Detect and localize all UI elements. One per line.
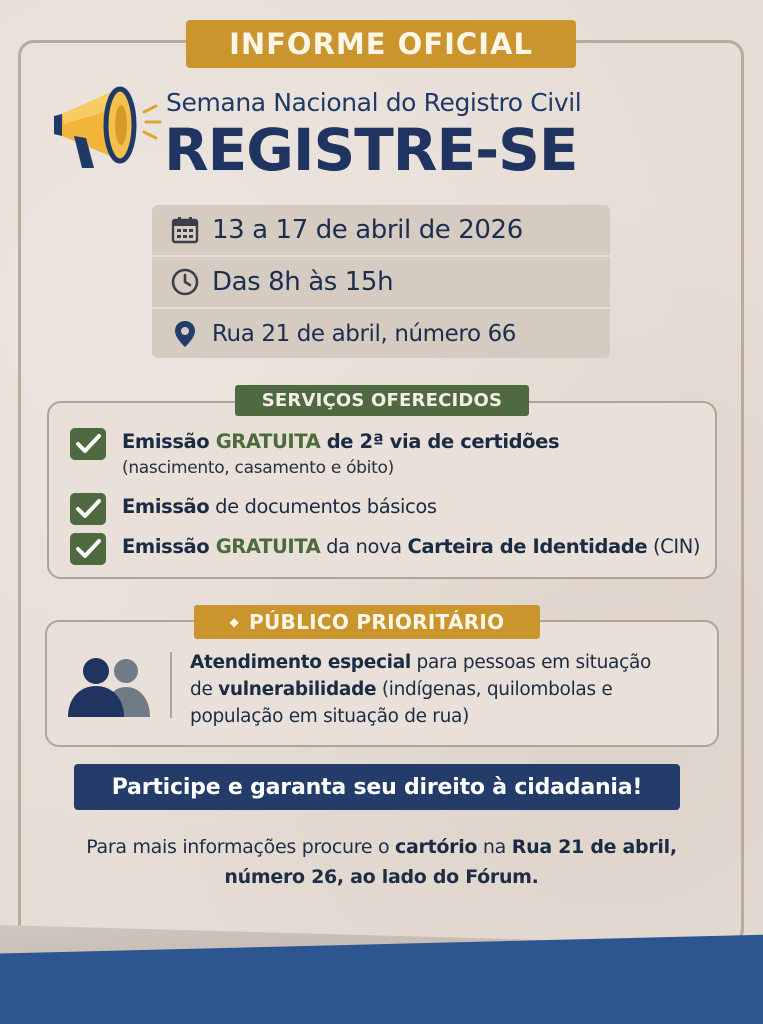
event-time: Das 8h às 15h: [212, 267, 394, 297]
priority-text-line-3: população em situação de rua): [190, 706, 469, 727]
service-id-card: Carteira de Identidade: [407, 535, 648, 558]
official-notice-label: INFORME OFICIAL: [229, 27, 533, 61]
service-text: [122, 535, 700, 558]
service-text: [122, 495, 437, 518]
service-emission: Emissão: [122, 535, 216, 558]
service-new: da nova: [320, 535, 408, 558]
call-to-action-banner: [74, 764, 680, 810]
priority-heading-label: PÚBLICO PRIORITÁRIO: [249, 610, 505, 634]
service-emission: Emissão: [122, 495, 210, 518]
service-free: GRATUITA: [215, 535, 321, 558]
megaphone-icon: [44, 78, 162, 174]
event-title: REGISTRE-SE: [164, 116, 578, 184]
checkmark-icon: [70, 428, 106, 460]
footer-registry-office: cartório: [395, 836, 478, 858]
checkmark-icon: [70, 493, 106, 525]
priority-heading: [194, 605, 540, 639]
footer-line-1: [0, 836, 763, 858]
vulnerability: vulnerabilidade: [218, 679, 377, 700]
service-basic-documents: de documentos básicos: [209, 495, 437, 518]
footer-street: Rua 21 de abril,: [511, 836, 677, 858]
event-address: Rua 21 de abril, número 66: [212, 320, 517, 347]
priority-text-line-1: [190, 652, 651, 673]
services-heading: [235, 385, 529, 416]
service-text: [122, 430, 559, 453]
service-certificates: de 2ª via de certidões: [320, 430, 560, 453]
service-cin: (CIN): [647, 535, 701, 558]
calendar-icon: [170, 215, 200, 245]
footer-mid: na: [477, 836, 512, 858]
service-emission: Emissão: [122, 430, 216, 453]
event-subtitle: Semana Nacional do Registro Civil: [166, 88, 582, 117]
special-service: Atendimento especial: [190, 652, 411, 673]
call-to-action-text: Participe e garanta seu direito à cidadania!: [111, 774, 643, 800]
priority-line2-rest: (indígenas, quilombolas e: [376, 679, 613, 700]
priority-line2-pre: de: [190, 679, 219, 700]
event-info-box: [152, 205, 610, 358]
services-heading-label: SERVIÇOS OFERECIDOS: [261, 390, 503, 411]
date-row: [152, 205, 610, 257]
footer-pre: Para mais informações procure o: [86, 836, 396, 858]
time-row: [152, 257, 610, 309]
priority-line1-rest: para pessoas em situação: [410, 652, 652, 673]
service-subtext: (nascimento, casamento e óbito): [122, 458, 394, 478]
service-free: GRATUITA: [215, 430, 321, 453]
checkmark-icon: [70, 533, 106, 565]
official-notice-banner: [186, 20, 576, 68]
clock-icon: [170, 267, 200, 297]
priority-divider: [170, 652, 172, 718]
diamond-bullet-icon: ◆: [229, 615, 240, 629]
address-row: [152, 309, 610, 358]
event-date: 13 a 17 de abril de 2026: [212, 215, 523, 245]
location-pin-icon: [170, 319, 200, 349]
priority-text-line-2: [190, 679, 612, 700]
footer-line-2: número 26, ao lado do Fórum.: [224, 866, 539, 888]
people-icon: [64, 655, 160, 719]
